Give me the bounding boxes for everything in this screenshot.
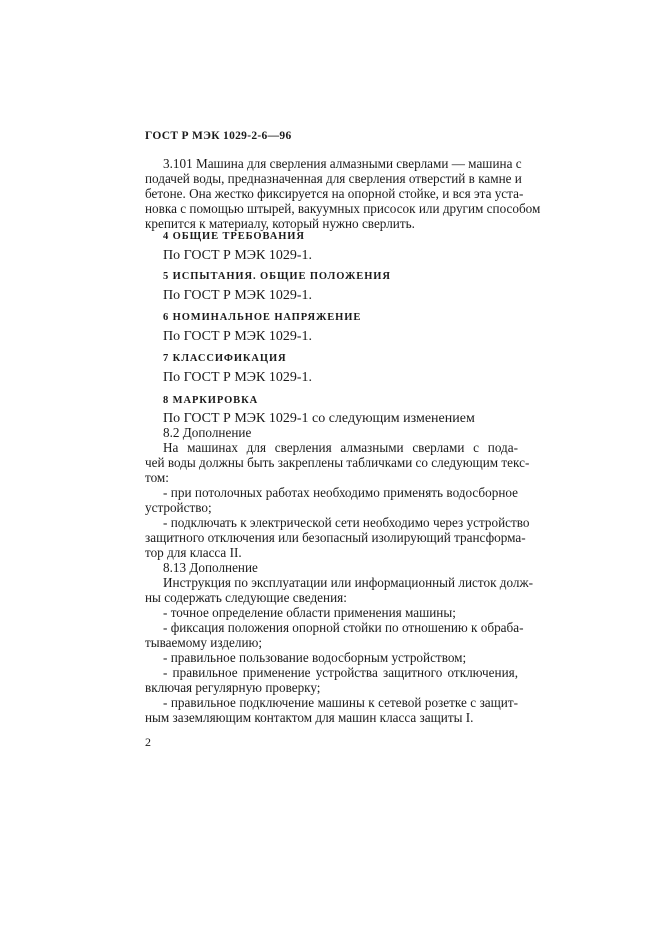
section-heading: 6 НОМИНАЛЬНОЕ НАПРЯЖЕНИЕ (163, 312, 362, 323)
section-heading: 4 ОБЩИЕ ТРЕБОВАНИЯ (163, 231, 305, 242)
paragraph-line: бетоне. Она жестко фиксируется на опорной стойке, и вся эта уста- (145, 186, 524, 201)
list-item-continuation: включая регулярную проверку; (145, 680, 321, 695)
paragraph-line: крепится к материалу, который нужно сверлить. (145, 216, 415, 231)
document-header: ГОСТ Р МЭК 1029-2-6—96 (145, 130, 292, 142)
list-item: - правильное применение устройства защитного отключения, (163, 665, 518, 680)
section-text: По ГОСТ Р МЭК 1029-1. (163, 370, 313, 385)
list-item-continuation: тываемому изделию; (145, 635, 263, 650)
paragraph-line: подачей воды, предназначенная для сверления отверстий в камне и (145, 171, 522, 186)
section-text: По ГОСТ Р МЭК 1029-1. (163, 329, 313, 344)
section-text: По ГОСТ Р МЭК 1029-1 со следующим изменением (163, 411, 475, 426)
list-item-continuation: устройство; (145, 500, 212, 515)
section-heading: 5 ИСПЫТАНИЯ. ОБЩИЕ ПОЛОЖЕНИЯ (163, 271, 391, 282)
paragraph-line: чей воды должны быть закреплены табличками со следующим текс- (145, 455, 530, 470)
paragraph-line: На машинах для сверления алмазными сверлами с пода- (163, 440, 518, 455)
list-item-continuation: ным заземляющим контактом для машин класса защиты I. (145, 710, 474, 725)
section-heading: 8 МАРКИРОВКА (163, 395, 259, 406)
list-item: - точное определение области применения машины; (163, 605, 456, 620)
paragraph-line: Инструкция по эксплуатации или информационный листок долж- (163, 575, 533, 590)
subsection-title: 8.2 Дополнение (163, 425, 252, 440)
list-item: - правильное пользование водосборным устройством; (163, 650, 467, 665)
list-item: - при потолочных работах необходимо применять водосборное (163, 485, 518, 500)
paragraph-line: том: (145, 470, 169, 485)
section-text: По ГОСТ Р МЭК 1029-1. (163, 288, 313, 303)
section-heading: 7 КЛАССИФИКАЦИЯ (163, 353, 287, 364)
page-number: 2 (145, 735, 151, 749)
list-item: - правильное подключение машины к сетевой розетке с защит- (163, 695, 518, 710)
subsection-title: 8.13 Дополнение (163, 560, 258, 575)
list-item-continuation: тор для класса II. (145, 545, 242, 560)
list-item: - фиксация положения опорной стойки по отношению к обраба- (163, 620, 524, 635)
list-item-continuation: защитного отключения или безопасный изолирующий трансформа- (145, 530, 526, 545)
paragraph-line: новка с помощью штырей, вакуумных присосок или другим способом (145, 201, 541, 216)
list-item: - подключать к электрической сети необходимо через устройство (163, 515, 530, 530)
paragraph-line: 3.101 Машина для сверления алмазными сверлами — машина с (163, 156, 522, 171)
paragraph-line: ны содержать следующие сведения: (145, 590, 347, 605)
section-text: По ГОСТ Р МЭК 1029-1. (163, 248, 313, 263)
